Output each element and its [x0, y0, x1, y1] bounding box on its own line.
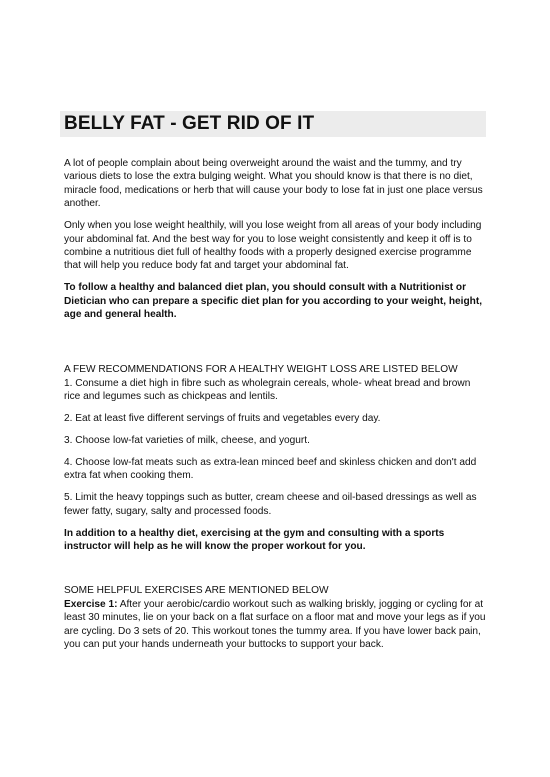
recommendation-item: 4. Choose low-fat meats such as extra-lean minced beef and skinless chicken and don't add extra fat when cooking them. [64, 457, 477, 482]
document-body [64, 157, 488, 660]
diet-advice-paragraph: To follow a healthy and balanced diet plan, you should consult with a Nutritionist or Dietician who can prepare a specific diet plan for you according to your weight, height, age and general health. [64, 282, 483, 321]
exercise-item [64, 598, 488, 652]
exercise-text: After your aerobic/cardio workout such as walking briskly, jogging or cycling for at least 30 minutes, lie on your back on a flat surface on a floor mat and move your legs as if you are cycling. Do 3 sets of 20. This workout tones the tummy area. If you have lower back pain, you can put your hands underneath your buttocks to support your back. [64, 598, 486, 650]
exercise-advice-paragraph: In addition to a healthy diet, exercising at the gym and consulting with a sports instructor will help as he will know the proper workout for you. [64, 527, 445, 553]
intro-paragraph: Only when you lose weight healthily, will you lose weight from all areas of your body including your abdominal fat. And the best way for you to lose weight consistently and keep it off is to combine a nutritious diet full of healthy foods with a properly designed exercise programme that will help you reduce body fat and target your abdominal fat. [64, 220, 482, 272]
intro-paragraph: A lot of people complain about being overweight around the waist and the tummy, and try various diets to lose the extra bulging weight. What you should know is that there is no diet, miracle food, medications or herb that will cause your body to lose fat in just one place versus another. [64, 158, 483, 210]
recommendations-heading: A FEW RECOMMENDATIONS FOR A HEALTHY WEIGHT LOSS ARE LISTED BELOW [64, 364, 458, 376]
recommendation-item: 3. Choose low-fat varieties of milk, cheese, and yogurt. [64, 435, 310, 447]
section-spacer [64, 562, 488, 584]
recommendation-item: 1. Consume a diet high in fibre such as wholegrain cereals, whole- wheat bread and brown rice and legumes such as chickpeas and lentils. [64, 377, 471, 403]
exercises-heading: SOME HELPFUL EXERCISES ARE MENTIONED BELOW [64, 585, 329, 597]
recommendation-item: 5. Limit the heavy toppings such as butter, cream cheese and oil-based dressings as well as fewer fatty, sugary, salty and processed foods. [64, 492, 477, 517]
section-spacer [64, 330, 488, 363]
recommendation-item: 2. Eat at least five different servings of fruits and vegetables every day. [64, 413, 381, 425]
exercise-label: Exercise 1: [64, 598, 118, 610]
document-title: BELLY FAT - GET RID OF IT [64, 113, 315, 134]
